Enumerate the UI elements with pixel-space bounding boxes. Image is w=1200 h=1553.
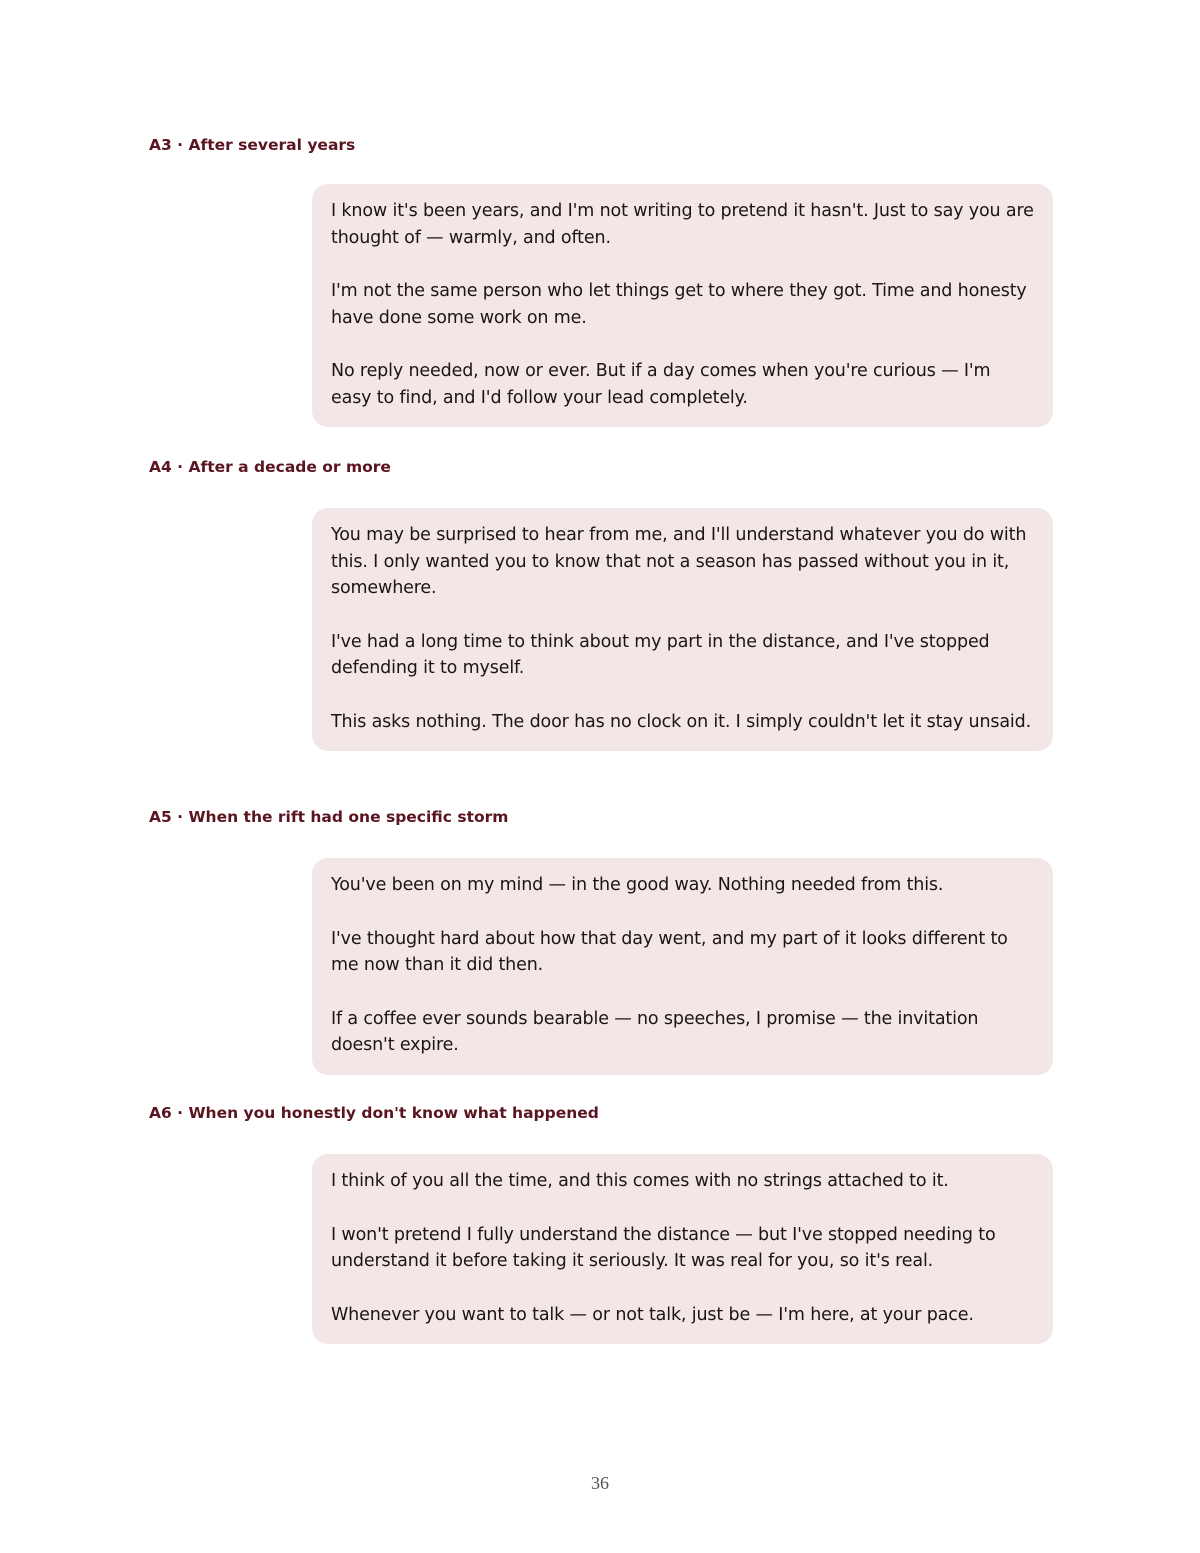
message-paragraph: I've thought hard about how that day went, and my part of it looks different to me now than it did then. xyxy=(331,928,1008,975)
section-heading-a5: A5 · When the rift had one specific storm xyxy=(149,808,509,826)
page-number: 36 xyxy=(591,1473,609,1493)
message-paragraph: I won't pretend I fully understand the distance — but I've stopped needing to understand it before taking it seriously. It was real for you, so it's real. xyxy=(331,1224,996,1271)
message-bubble-a4 xyxy=(312,508,1053,751)
message-paragraph: No reply needed, now or ever. But if a day comes when you're curious — I'm easy to find, and I'd follow your lead completely. xyxy=(331,361,991,408)
message-bubble-a6 xyxy=(312,1154,1053,1344)
message-paragraph: I'm not the same person who let things get to where they got. Time and honesty have done some work on me. xyxy=(331,281,1027,328)
message-paragraph: You may be surprised to hear from me, and I'll understand whatever you do with this. I only wanted you to know that not a season has passed without you in it, somewhere. xyxy=(331,525,1027,598)
message-paragraph: I think of you all the time, and this comes with no strings attached to it. xyxy=(331,1171,949,1191)
message-paragraph: This asks nothing. The door has no clock on it. I simply couldn't let it stay unsaid. xyxy=(331,711,1032,732)
message-paragraph: I know it's been years, and I'm not writing to pretend it hasn't. Just to say you are thought of — warmly, and often. xyxy=(331,201,1034,248)
section-heading-a4: A4 · After a decade or more xyxy=(149,458,391,476)
message-bubble-a5 xyxy=(312,858,1053,1075)
message-bubble-a3 xyxy=(312,184,1053,427)
message-paragraph: You've been on my mind — in the good way. Nothing needed from this. xyxy=(331,875,944,895)
message-paragraph: Whenever you want to talk — or not talk, just be — I'm here, at your pace. xyxy=(331,1304,974,1325)
section-heading-a3: A3 · After several years xyxy=(149,136,356,154)
message-paragraph: I've had a long time to think about my part in the distance, and I've stopped defending it to myself. xyxy=(331,631,990,678)
message-paragraph: If a coffee ever sounds bearable — no speeches, I promise — the invitation doesn't expire. xyxy=(331,1008,979,1055)
section-heading-a6: A6 · When you honestly don't know what happened xyxy=(149,1104,599,1122)
